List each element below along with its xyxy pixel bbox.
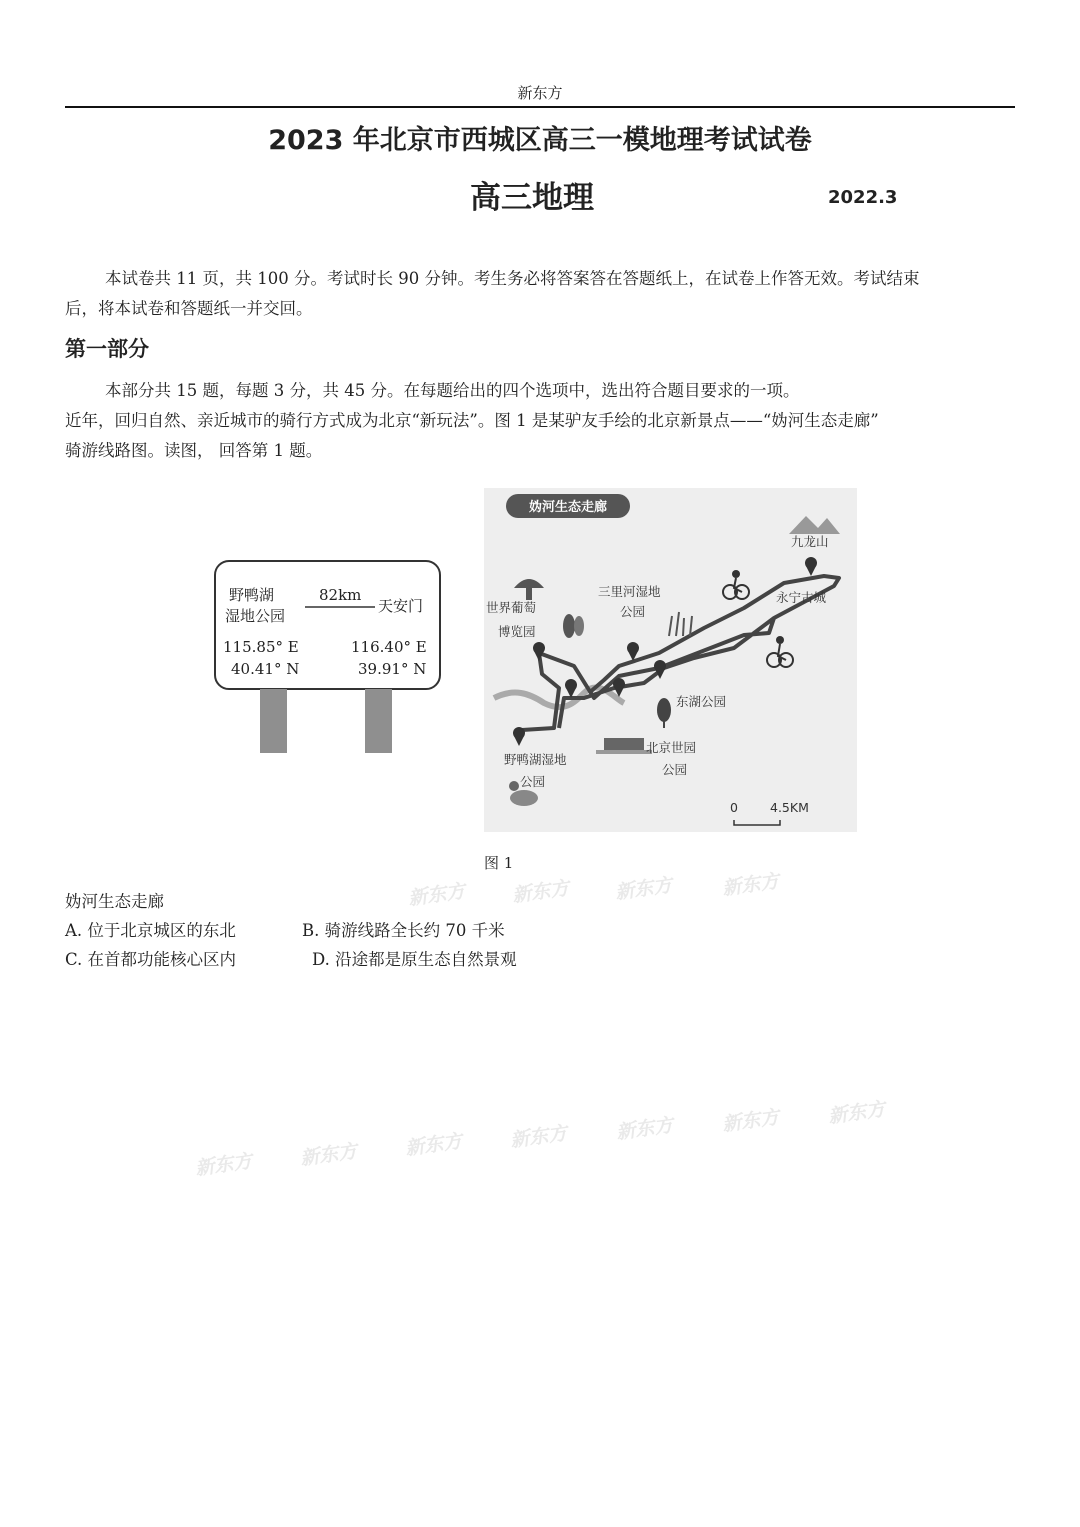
watermark: 新东方 (406, 880, 467, 910)
question-context-line-1: 近年，回归自然、亲近城市的骑行方式成为北京“新玩法”。图 1 是某驴友手绘的北京新景点——“妫河生态走廊” (65, 411, 879, 430)
header-rule (65, 106, 1015, 108)
watermark: 新东方 (720, 1106, 781, 1136)
watermark: 新东方 (720, 870, 781, 900)
watermark: 新东方 (510, 877, 571, 907)
place-yeyahu-1: 野鸭湖湿地 (504, 752, 567, 767)
option-a: A. 位于北京城区的东北 (65, 921, 236, 940)
watermark: 新东方 (826, 1098, 887, 1128)
intro-line-1: 本试卷共 11 页，共 100 分。考试时长 90 分钟。考生务必将答案答在答题纸上，在试卷上作答无效。考试结束 (105, 269, 920, 288)
question-stem: 妫河生态走廊 (65, 892, 164, 911)
scale-zero: 0 (730, 800, 738, 815)
sign-right-lat: 39.91° N (358, 660, 427, 678)
watermark: 新东方 (403, 1130, 464, 1160)
place-sanlihe-1: 三里河湿地 (598, 584, 661, 599)
watermark: 新东方 (508, 1122, 569, 1152)
sign-distance: 82km (319, 586, 362, 604)
section-heading: 第一部分 (65, 337, 149, 361)
place-putao-1: 世界葡萄 (486, 600, 537, 615)
place-sanlihe-2: 公园 (620, 604, 646, 619)
sign-left-lon: 115.85° E (223, 638, 299, 656)
expo-building-icon (596, 738, 652, 754)
place-yeyahu-2: 公园 (520, 774, 546, 789)
place-shiyuan-2: 公园 (662, 762, 688, 777)
sign-right-name: 天安门 (378, 597, 424, 615)
question-context-line-2: 骑游线路图。读图， 回答第 1 题。 (65, 441, 323, 460)
watermark: 新东方 (298, 1140, 359, 1170)
place-donghu: 东湖公园 (676, 694, 727, 709)
watermark: 新东方 (614, 1114, 675, 1144)
sign-post-right (365, 689, 392, 753)
sign-left-lat: 40.41° N (231, 660, 300, 678)
option-c: C. 在首都功能核心区内 (65, 950, 237, 969)
option-d: D. 沿途都是原生态自然景观 (312, 950, 517, 969)
exam-date: 2022.3 (828, 187, 898, 208)
watermark: 新东方 (193, 1150, 254, 1180)
section-instructions: 本部分共 15 题，每题 3 分，共 45 分。在每题给出的四个选项中，选出符合题目要求的一项。 (105, 381, 800, 400)
distance-sign-figure (205, 555, 450, 760)
map-title: 妫河生态走廊 (528, 500, 608, 515)
place-yongning: 永宁古城 (776, 590, 827, 605)
header-brand: 新东方 (517, 84, 563, 102)
place-jiulongshan: 九龙山 (791, 534, 829, 549)
sign-right-lon: 116.40° E (351, 638, 427, 656)
section-text (65, 376, 1015, 466)
intro-paragraph (65, 264, 1015, 324)
route-map-figure (484, 488, 857, 832)
place-shiyuan-1: 北京世园 (646, 740, 697, 755)
subject-title: 高三地理 (470, 180, 594, 216)
figure-caption: 图 1 (484, 854, 514, 872)
option-b: B. 骑游线路全长约 70 千米 (302, 921, 505, 940)
sign-left-name-1: 野鸭湖 (229, 586, 275, 604)
place-putao-2: 博览园 (498, 624, 536, 639)
exam-title: 2023 年北京市西城区高三一模地理考试试卷 (268, 125, 812, 156)
watermark: 新东方 (613, 874, 674, 904)
scale-value: 4.5KM (770, 800, 809, 815)
intro-line-2: 后，将本试卷和答题纸一并交回。 (65, 299, 313, 318)
sign-left-name-2: 湿地公园 (225, 607, 286, 625)
sign-post-left (260, 689, 287, 753)
